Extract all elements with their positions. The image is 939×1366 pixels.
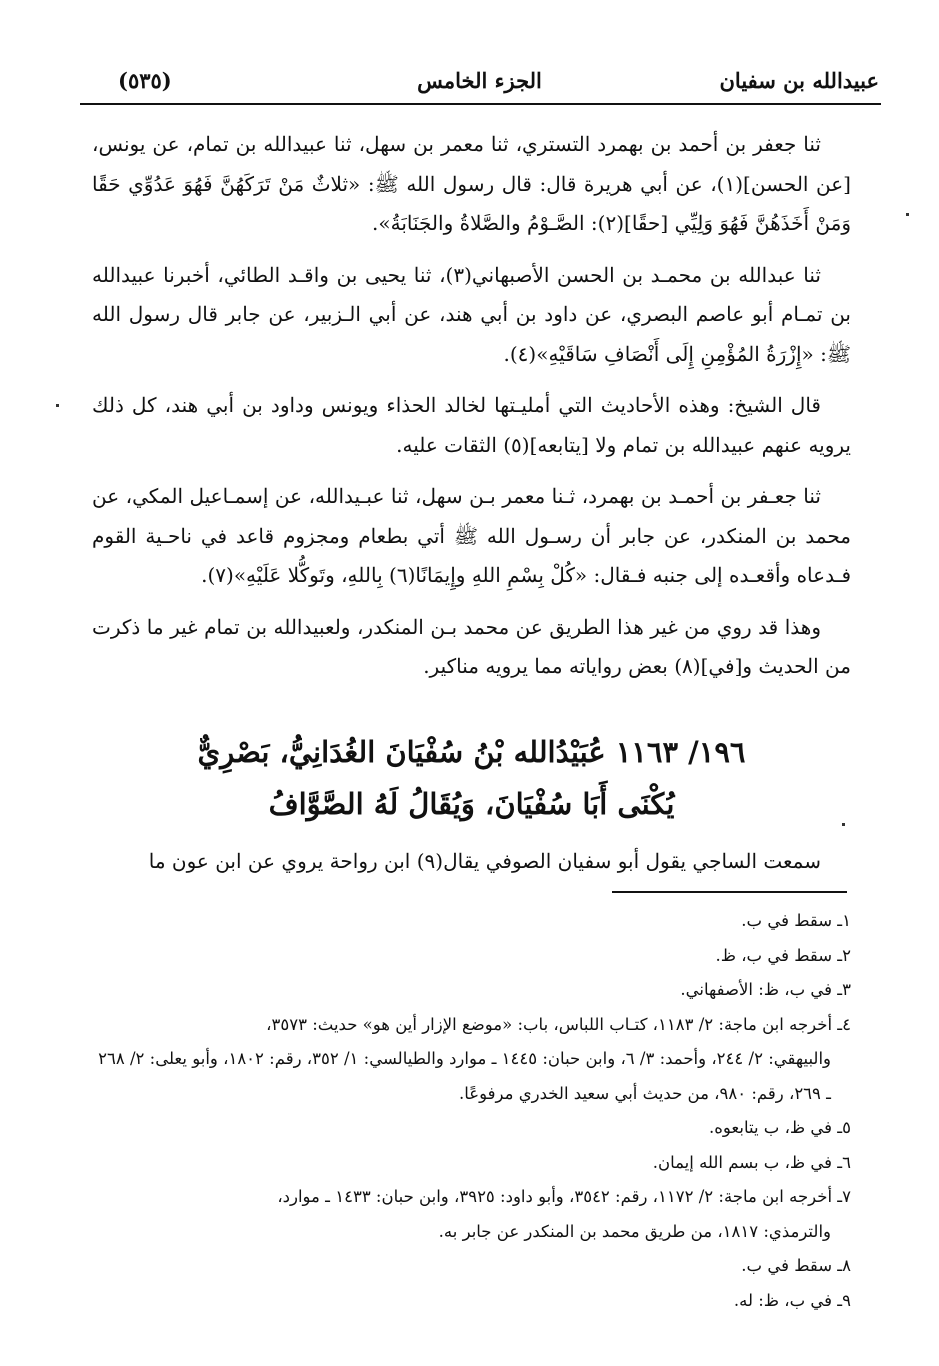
footnote [92, 939, 851, 974]
footnote-text: ٨ـ سقط في ب. [741, 1256, 851, 1275]
scan-speck [56, 404, 59, 407]
footnote-rule [612, 891, 847, 893]
paragraph: وهذا قد روي من غير هذا الطريق عن محمد بـن المنكدر، ولعبيدالله بن تمام غير ما ذكرت من الحديث و[في](٨) بعض رواياته مما يرويه مناكير. [92, 614, 851, 678]
entry-title [92, 726, 851, 830]
paragraph: ثنا جعفر بن أحمد بن بهمرد التستري، ثنا معمر بن سهل، ثنا عبيدالله بن تمام، عن يونس، [عن الحسن](١)، عن أبي هريرة قال: قال رسول الله ﷺ: «ثلاثٌ مَنْ تَرَكَهُنَّ فَهُوَ عَدُوِّي حَقًا وَمَنْ أَخَذَهُنَّ فَهُوَ وَلِيِّي [حقًا](٢): الصَّـوْمُ والصَّلاةُ والجَنَابَةُ». [92, 132, 851, 235]
footnote-text: ٩ـ في ب، ظ: له. [733, 1290, 851, 1310]
header-rule [80, 103, 881, 105]
footnote-continuation: والترمذي: ١٨١٧، من طريق محمد بن المنكدر عن جابر به. [438, 1221, 831, 1241]
footnote [92, 1284, 851, 1319]
footnote-text: ٢ـ سقط في ب، ظ. [715, 945, 851, 965]
entry-title-line-2: يُكْنَى أَبَا سُفْيَانَ، وَيُقَالُ لَهُ الصَّوَّافُ [268, 787, 675, 821]
scan-speck [906, 213, 909, 216]
footnotes [92, 904, 851, 1318]
header-author: عبيدالله بن سفيان [719, 68, 879, 93]
header-volume: الجزء الخامس [417, 68, 542, 93]
scan-speck [842, 823, 845, 826]
footnote [92, 1008, 851, 1112]
footnote-text: ١ـ سقط في ب. [741, 911, 851, 930]
running-header [80, 62, 879, 102]
footnote-text: ٧ـ أخرجه ابن ماجة: ٢/ ١١٧٢، رقم: ٣٥٤٢، وأبو داود: ٣٩٢٥، وابن حبان: ١٤٣٣ ـ موارد، [277, 1187, 851, 1206]
paragraph: قال الشيخ: وهذه الأحاديث التي أمليـتها لخالد الحذاء ويونس وداود بن أبي هند، كل ذلك يرويه عنهم عبيدالله بن تمام ولا [يتابعه](٥) الثقات عليه. [92, 393, 851, 457]
footnote-text: ٣ـ في ب، ظ: الأصفهاني. [680, 980, 851, 999]
footnote [92, 1180, 851, 1249]
footnote [92, 1146, 851, 1181]
main-text [92, 125, 851, 699]
footnote [92, 973, 851, 1008]
footnote-text: ٥ـ في ظ، ب يتابعوه. [708, 1118, 851, 1137]
footnote [92, 904, 851, 939]
footnote [92, 1249, 851, 1284]
footnote-text: ٤ـ أخرجه ابن ماجة: ٢/ ١١٨٣، كتـاب اللباس، باب: «موضع الإزار أين هو» حديث: ٣٥٧٣، [266, 1014, 851, 1034]
entry-title-line-1: ١٩٦/ ١١٦٣ عُبَيْدُالله بْنُ سُفْيَانَ الغُدَانِيُّ، بَصْرِيٌّ [197, 735, 746, 769]
entry-paragraph: سمعت الساجي يقول أبو سفيان الصوفي يقال(٩) ابن رواحة يروي عن ابن عون ما [148, 849, 821, 873]
footnote [92, 1111, 851, 1146]
footnote-text: ٦ـ في ظ، ب بسم الله إيمان. [652, 1152, 851, 1172]
paragraph: ثنا عبدالله بن محمـد بن الحسن الأصبهاني(٣)، ثنا يحيى بن واقـد الطائي، أخبرنا عبيدالله بن تمـام أبو عاصم البصري، عن داود بن أبي هند، عن أبي الـزبير، عن جابر قال رسول الله ﷺ: «إِزْرَةُ المُؤْمِنِ إِلَى أَنْصَافِ سَاقَيْهِ»(٤). [92, 262, 851, 366]
footnote-continuation: والبيهقي: ٢/ ٢٤٤، وأحمد: ٣/ ٦، وابن حبان: ١٤٤٥ ـ موارد والطيالسي: ١/ ٣٥٢، رقم: ١٨٠٢، وأبو يعلى: ٢/ ٢٦٨ ـ ٢٦٩، رقم: ٩٨٠، من حديث أبي سعيد الخدري مرفوعًا. [98, 1049, 831, 1103]
header-page-number: (٥٣٥) [118, 68, 172, 93]
paragraph: ثنا جعـفر بن أحمـد بن بهمرد، ثـنا معمر بـن سهل، ثنا عبـيدالله، عن إسمـاعيل المكي، عن محمد بن المنكدر، عن جابر أن رسـول الله ﷺ أتي بطعام ومجزوم قاعد في ناحـية القوم فـدعاه وأقعـده إلى جنبه فـقال: «كُلْ بِسْمِ اللهِ وإِيمَانًا(٦) بِاللهِ، وتَوكُّلا عَلَيْهِ»(٧). [92, 484, 851, 587]
